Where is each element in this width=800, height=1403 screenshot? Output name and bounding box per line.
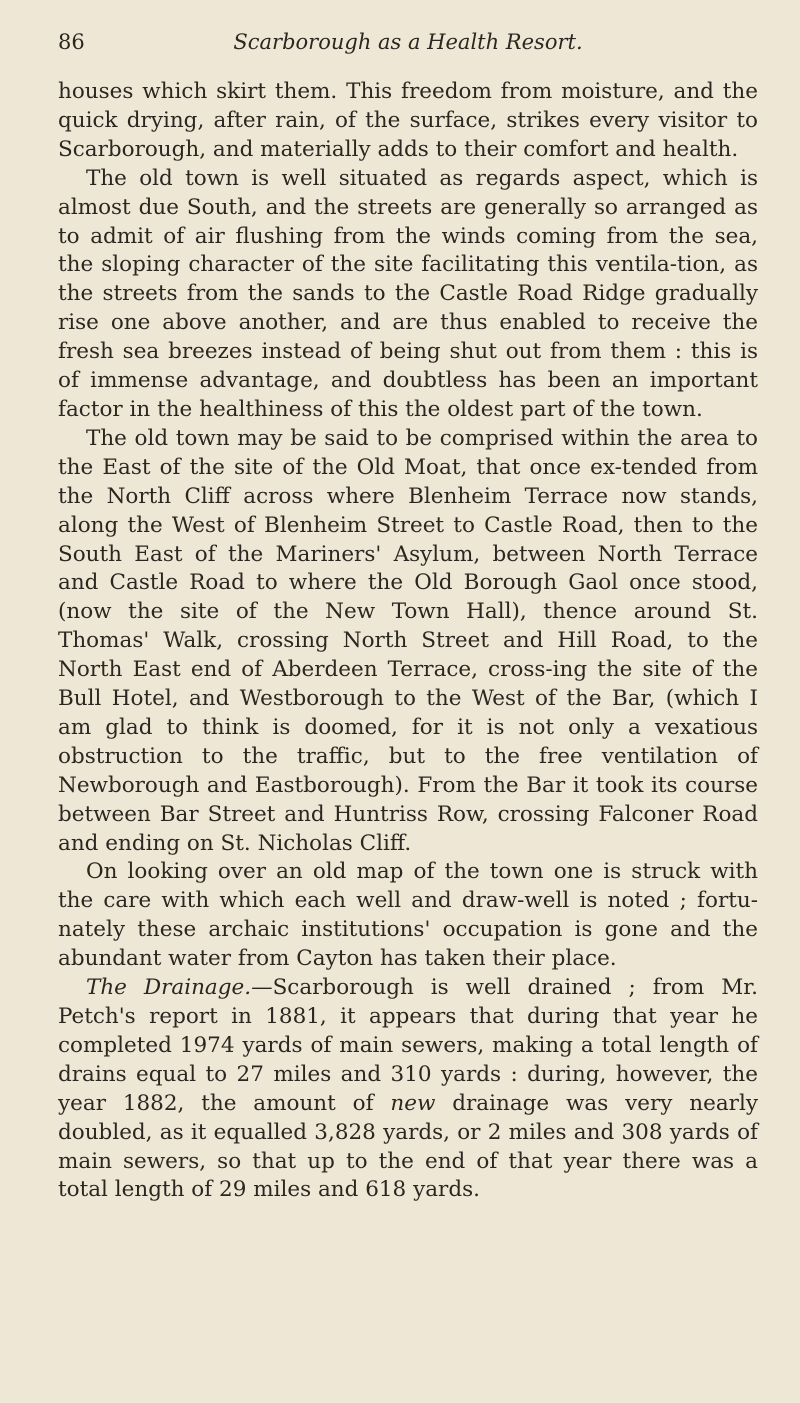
running-title: Scarborough as a Health Resort. [233, 30, 583, 54]
drainage-text-1: —Scarborough is well drained ; from Mr. Petch's report in 1881, it appears that during that year he completed 1974 yards of main sewers, making a total length of drains equal to 27 miles and 310 yards : during, however, the year 1882, the amount of [58, 975, 758, 1116]
drainage-emphasis: new [390, 1090, 436, 1116]
paragraph-old-map: On looking over an old map of the town one is struck with the care with which each well and draw-well is noted ; fortu-nately these archaic institutions' occupation is gone and the abundant water from Cayton has taken their place. [58, 859, 758, 972]
body-text [58, 78, 758, 1205]
paragraph-old-town-boundary: The old town may be said to be comprised within the area to the East of the site of the Old Moat, that once ex-tended from the North Cliff across where Blenheim Terrace now stands, along the West of Blenheim Street to Castle Road, then to the South East of the Mariners' Asylum, between North Terrace and Castle Road to where the Old Borough Gaol once stood, (now the site of the New Town Hall), thence around St. Thomas' Walk, crossing North Street and Hill Road, to the North East end of Aberdeen Terrace, cross-ing the site of the Bull Hotel, and Westborough to the West of the Bar, (which I am glad to think is doomed, for it is not only a vexatious obstruction to the traffic, but to the free ventilation of Newborough and Eastborough). From the Bar it took its course between Bar Street and Huntriss Row, crossing Falconer Road and ending on St. Nicholas Cliff. [58, 425, 758, 856]
page-number: 86 [58, 30, 85, 54]
paragraph-drainage [58, 974, 758, 1205]
page-header [58, 30, 758, 66]
drainage-heading: The Drainage. [86, 975, 252, 1001]
drainage-text-2: drainage was very nearly doubled, as it equalled 3,828 yards, or 2 miles and 308 yards of main sewers, so that up to the end of that year there was a total length of 29 miles and 618 yards. [58, 1090, 758, 1203]
book-page [58, 30, 758, 1205]
paragraph-continuation: houses which skirt them. This freedom from moisture, and the quick drying, after rain, of the surface, strikes every visitor to Scarborough, and materially adds to their comfort and health. [58, 79, 758, 162]
paragraph-old-town-aspect: The old town is well situated as regards aspect, which is almost due South, and the streets are generally so arranged as to admit of air flushing from the winds coming from the sea, the sloping character of the site facilitating this ventila-tion, as the streets from the sands to the Castle Road Ridge gradually rise one above another, and are thus enabled to receive the fresh sea breezes instead of being shut out from them : this is of immense advantage, and doubtless has been an important factor in the healthiness of this the oldest part of the town. [58, 165, 758, 422]
